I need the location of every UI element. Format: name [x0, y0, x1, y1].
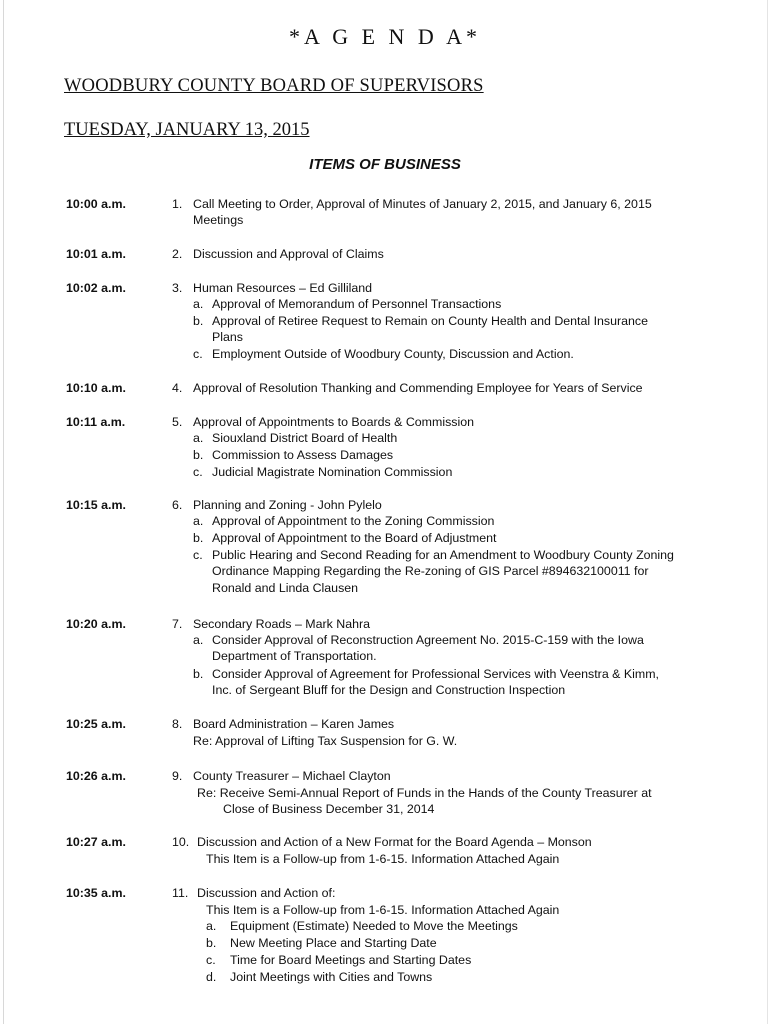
- sub-item-text: [212, 666, 732, 699]
- sub-item-line: Approval of Memorandum of Personnel Transactions: [212, 297, 502, 311]
- item-text: [193, 414, 738, 430]
- sub-item-text: [230, 918, 750, 934]
- item-text: [193, 380, 738, 396]
- item-time: 10:10 a.m.: [66, 381, 126, 395]
- item-number: 1.: [172, 197, 183, 211]
- item-text: [193, 768, 738, 784]
- note-line: Close of Business December 31, 2014: [223, 802, 435, 817]
- sub-item-line: Judicial Magistrate Nomination Commission: [212, 465, 453, 479]
- item-number: 3.: [172, 281, 183, 295]
- sub-item-line: Siouxland District Board of Health: [212, 431, 398, 445]
- item-time: 10:35 a.m.: [66, 886, 126, 900]
- item-line: Planning and Zoning - John Pylelo: [193, 498, 382, 512]
- sub-item-letter: b.: [193, 314, 204, 328]
- item-number: 4.: [172, 381, 183, 395]
- sub-item-letter: b.: [193, 667, 204, 681]
- sub-item-letter: a.: [193, 633, 204, 647]
- sub-item-letter: b.: [193, 531, 204, 545]
- sub-item-line: Ordinance Mapping Regarding the Re-zoning of GIS Parcel #894632100011 for: [212, 564, 649, 579]
- sub-item-text: [230, 969, 750, 985]
- item-line: Call Meeting to Order, Approval of Minutes of January 2, 2015, and January 6, 2015: [193, 197, 652, 211]
- sub-item-line: Equipment (Estimate) Needed to Move the Meetings: [230, 919, 518, 933]
- item-line: Secondary Roads – Mark Nahra: [193, 617, 370, 631]
- item-note: [206, 851, 751, 867]
- sub-item-letter: c.: [206, 953, 216, 967]
- sub-item-letter: a.: [193, 514, 204, 528]
- item-text: [197, 885, 742, 901]
- sub-item-letter: b.: [193, 448, 204, 462]
- sub-item-letter: a.: [193, 297, 204, 311]
- sub-item-text: [212, 464, 732, 480]
- item-line: Meetings: [193, 213, 244, 228]
- item-line: Board Administration – Karen James: [193, 717, 395, 731]
- sub-item-line: Department of Transportation.: [212, 649, 377, 664]
- item-number: 11.: [172, 886, 189, 900]
- sub-item-text: [212, 346, 732, 362]
- item-text: [193, 497, 738, 513]
- sub-item-line: Public Hearing and Second Reading for an Amendment to Woodbury County Zoning: [212, 548, 674, 562]
- sub-item-line: Approval of Appointment to the Zoning Commission: [212, 514, 495, 528]
- item-number: 7.: [172, 617, 183, 631]
- sub-item-line: Plans: [212, 330, 243, 345]
- sub-item-line: Approval of Appointment to the Board of Adjustment: [212, 531, 497, 545]
- sub-item-letter: c.: [193, 465, 203, 479]
- sub-item-letter: a.: [193, 431, 204, 445]
- item-number: 8.: [172, 717, 183, 731]
- sub-item-text: [212, 530, 732, 546]
- sub-item-letter: a.: [206, 919, 217, 933]
- item-text: [197, 834, 742, 850]
- agenda-title: *A G E N D A*: [289, 24, 481, 49]
- sub-item-letter: d.: [206, 970, 217, 984]
- sub-item-text: [212, 513, 732, 529]
- item-text: [193, 246, 738, 262]
- item-line: Discussion and Action of:: [197, 886, 336, 900]
- sub-item-line: Inc. of Sergeant Bluff for the Design and Construction Inspection: [212, 683, 566, 698]
- item-time: 10:02 a.m.: [66, 281, 126, 295]
- item-number: 10.: [172, 835, 190, 849]
- page-edge-right: [767, 0, 768, 1024]
- sub-item-letter: b.: [206, 936, 217, 950]
- sub-item-line: New Meeting Place and Starting Date: [230, 936, 437, 950]
- item-time: 10:26 a.m.: [66, 769, 126, 783]
- item-number: 2.: [172, 247, 183, 261]
- item-number: 9.: [172, 769, 183, 783]
- note-line: This Item is a Follow-up from 1-6-15. Information Attached Again: [206, 852, 560, 866]
- sub-item-line: Approval of Retiree Request to Remain on County Health and Dental Insurance: [212, 314, 648, 328]
- sub-item-line: Ronald and Linda Clausen: [212, 580, 359, 595]
- sub-item-line: Time for Board Meetings and Starting Dates: [230, 953, 472, 967]
- item-line: Discussion and Action of a New Format for the Board Agenda – Monson: [197, 835, 592, 849]
- section-heading: ITEMS OF BUSINESS: [309, 156, 461, 173]
- item-line: Discussion and Approval of Claims: [193, 247, 384, 261]
- sub-item-text: [212, 430, 732, 446]
- sub-item-text: [212, 313, 732, 346]
- item-time: 10:27 a.m.: [66, 835, 126, 849]
- item-text: [193, 616, 738, 632]
- item-note: [206, 902, 751, 918]
- item-text: [193, 716, 738, 732]
- note-line: Re: Receive Semi-Annual Report of Funds in the Hands of the County Treasurer at: [197, 786, 652, 800]
- item-time: 10:01 a.m.: [66, 247, 126, 261]
- item-text: [193, 196, 738, 229]
- item-note: [197, 785, 742, 818]
- item-time: 10:15 a.m.: [66, 498, 126, 512]
- item-number: 6.: [172, 498, 183, 512]
- page-edge-left: [3, 0, 4, 1024]
- note-line: This Item is a Follow-up from 1-6-15. Information Attached Again: [206, 903, 560, 917]
- item-line: Approval of Resolution Thanking and Commending Employee for Years of Service: [193, 381, 643, 395]
- item-time: 10:11 a.m.: [66, 415, 126, 429]
- item-line: Human Resources – Ed Gilliland: [193, 281, 373, 295]
- sub-item-text: [212, 547, 732, 596]
- sub-item-text: [212, 632, 732, 665]
- item-time: 10:20 a.m.: [66, 617, 126, 631]
- item-line: County Treasurer – Michael Clayton: [193, 769, 391, 783]
- item-text: [193, 280, 738, 296]
- item-time: 10:25 a.m.: [66, 717, 126, 731]
- item-number: 5.: [172, 415, 183, 429]
- organization-heading: WOODBURY COUNTY BOARD OF SUPERVISORS: [64, 76, 484, 96]
- sub-item-line: Joint Meetings with Cities and Towns: [230, 970, 433, 984]
- sub-item-line: Consider Approval of Reconstruction Agreement No. 2015-C-159 with the Iowa: [212, 633, 644, 647]
- sub-item-text: [212, 447, 732, 463]
- item-time: 10:00 a.m.: [66, 197, 126, 211]
- sub-item-text: [230, 952, 750, 968]
- sub-item-text: [230, 935, 750, 951]
- meeting-date: TUESDAY, JANUARY 13, 2015: [64, 120, 310, 140]
- sub-item-line: Employment Outside of Woodbury County, Discussion and Action.: [212, 347, 574, 361]
- sub-item-line: Consider Approval of Agreement for Professional Services with Veenstra & Kimm,: [212, 667, 659, 681]
- sub-item-text: [212, 296, 732, 312]
- sub-item-letter: c.: [193, 347, 203, 361]
- sub-item-line: Commission to Assess Damages: [212, 448, 394, 462]
- item-line: Approval of Appointments to Boards & Commission: [193, 415, 474, 429]
- note-line: Re: Approval of Lifting Tax Suspension for G. W.: [193, 734, 458, 748]
- sub-item-letter: c.: [193, 548, 203, 562]
- item-note: [193, 733, 738, 749]
